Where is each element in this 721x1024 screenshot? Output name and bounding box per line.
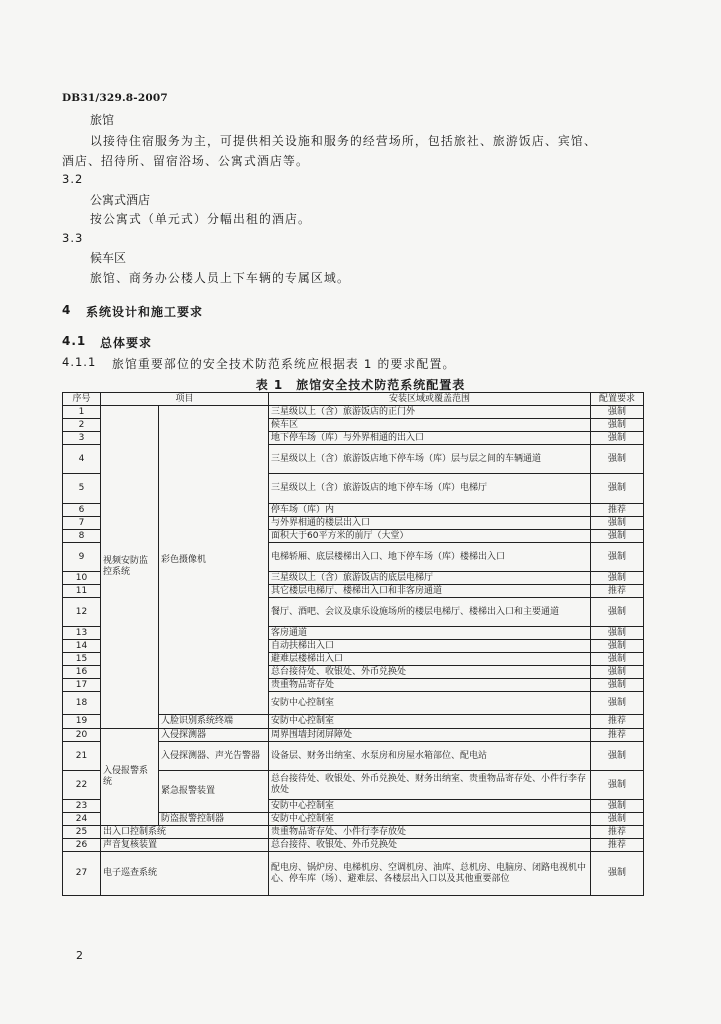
row-requirement: 强制 <box>591 653 644 666</box>
header-item: 项目 <box>101 393 269 406</box>
term-definition-hotel-line2: 酒店、招待所、留宿浴场、公寓式酒店等。 <box>62 154 309 168</box>
row-area: 三星级以上（含）旅游饭店的地下停车场（库）电梯厅 <box>269 474 591 504</box>
row-no: 23 <box>63 800 101 813</box>
clause-4-1-1-number: 4.1.1 <box>62 355 97 369</box>
term-definition-apartment-hotel: 按公寓式（单元式）分幅出租的酒店。 <box>90 212 311 226</box>
table-row <box>63 852 644 896</box>
row-area: 总台接待处、收银处、外币兑换处 <box>269 666 591 679</box>
row-area: 设备层、财务出纳室、水泵房和房屋水箱部位、配电站 <box>269 742 591 771</box>
row-area: 周界围墙封闭屏障处 <box>269 729 591 742</box>
row-requirement: 强制 <box>591 530 644 543</box>
row-no: 15 <box>63 653 101 666</box>
row-no: 19 <box>63 715 101 729</box>
row-area: 三星级以上（含）旅游饭店的正门外 <box>269 406 591 419</box>
row-area: 避难层楼梯出入口 <box>269 653 591 666</box>
config-table <box>62 392 644 896</box>
row-area: 其它楼层电梯厅、楼梯出入口和非客房通道 <box>269 585 591 598</box>
item-emergency-alarm: 紧急报警装置 <box>159 771 269 813</box>
item-color-camera: 彩色摄像机 <box>159 406 269 715</box>
row-area: 安防中心控制室 <box>269 813 591 826</box>
section-4-title: 系统设计和施工要求 <box>86 305 204 319</box>
row-area: 三星级以上（含）旅游饭店地下停车场（库）层与层之间的车辆通道 <box>269 445 591 474</box>
row-area: 三星级以上（含）旅游饭店的底层电梯厅 <box>269 572 591 585</box>
row-requirement: 强制 <box>591 517 644 530</box>
section-4-1-number: 4.1 <box>62 334 87 348</box>
row-no: 27 <box>63 852 101 896</box>
row-area: 与外界相通的楼层出入口 <box>269 517 591 530</box>
row-requirement: 强制 <box>591 598 644 627</box>
row-area: 贵重物品寄存处 <box>269 679 591 692</box>
item-electronic-patrol: 电子巡查系统 <box>101 852 269 896</box>
term-number-3-2: 3.2 <box>62 172 84 186</box>
row-requirement: 强制 <box>591 742 644 771</box>
document-code: DB31/329.8-2007 <box>62 92 168 104</box>
header-area: 安装区域或覆盖范围 <box>269 393 591 406</box>
row-requirement: 强制 <box>591 406 644 419</box>
row-no: 25 <box>63 826 101 839</box>
table-row <box>63 729 644 742</box>
row-no: 7 <box>63 517 101 530</box>
row-area: 候车区 <box>269 419 591 432</box>
header-no: 序号 <box>63 393 101 406</box>
group-intrusion-alarm: 入侵报警系统 <box>101 729 159 826</box>
row-requirement: 推荐 <box>591 585 644 598</box>
table-row <box>63 826 644 839</box>
item-theft-alarm-controller: 防盗报警控制器 <box>159 813 269 826</box>
row-requirement: 强制 <box>591 543 644 572</box>
row-requirement: 强制 <box>591 572 644 585</box>
item-detector-sound-light: 入侵探测器、声光告警器 <box>159 742 269 771</box>
row-area: 客房通道 <box>269 627 591 640</box>
row-no: 14 <box>63 640 101 653</box>
term-title-apartment-hotel: 公寓式酒店 <box>90 193 151 207</box>
row-requirement: 强制 <box>591 800 644 813</box>
row-no: 26 <box>63 839 101 852</box>
row-area: 总台接待处、收银处、外币兑换处、财务出纳室、贵重物品寄存处、小件行李存放处 <box>269 771 591 800</box>
row-requirement: 强制 <box>591 852 644 896</box>
row-no: 1 <box>63 406 101 419</box>
row-area: 安防中心控制室 <box>269 715 591 729</box>
row-no: 3 <box>63 432 101 445</box>
row-no: 20 <box>63 729 101 742</box>
row-no: 12 <box>63 598 101 627</box>
table-row <box>63 406 644 419</box>
term-definition-waiting-area: 旅馆、商务办公楼人员上下车辆的专属区域。 <box>90 271 350 285</box>
row-no: 2 <box>63 419 101 432</box>
clause-4-1-1-text: 旅馆重要部位的安全技术防范系统应根据表 1 的要求配置。 <box>112 357 456 371</box>
row-area: 总台接待、收银处、外币兑换处 <box>269 839 591 852</box>
row-requirement: 推荐 <box>591 839 644 852</box>
row-requirement: 强制 <box>591 771 644 800</box>
row-no: 24 <box>63 813 101 826</box>
row-requirement: 推荐 <box>591 504 644 517</box>
row-no: 6 <box>63 504 101 517</box>
row-area: 电梯轿厢、底层楼梯出入口、地下停车场（库）楼梯出入口 <box>269 543 591 572</box>
row-no: 4 <box>63 445 101 474</box>
row-requirement: 强制 <box>591 419 644 432</box>
row-no: 18 <box>63 692 101 715</box>
row-no: 21 <box>63 742 101 771</box>
row-area: 安防中心控制室 <box>269 800 591 813</box>
row-no: 13 <box>63 627 101 640</box>
row-area: 面积大于60平方米的前厅（大堂） <box>269 530 591 543</box>
page-number: 2 <box>76 949 83 962</box>
row-requirement: 强制 <box>591 666 644 679</box>
row-area: 配电房、锅炉房、电梯机房、空调机房、油库、总机房、电脑房、闭路电视机中心、停车库（场）、避难层、各楼层出入口以及其他重要部位 <box>269 852 591 896</box>
table-caption: 表 1 旅馆安全技术防范系统配置表 <box>255 378 466 392</box>
row-requirement: 强制 <box>591 627 644 640</box>
row-no: 9 <box>63 543 101 572</box>
term-number-3-3: 3.3 <box>62 231 84 245</box>
row-requirement: 强制 <box>591 692 644 715</box>
row-requirement: 推荐 <box>591 729 644 742</box>
item-intrusion-detector: 入侵探测器 <box>159 729 269 742</box>
item-audio-review: 声音复核装置 <box>101 839 269 852</box>
group-video-surveillance: 视频安防监控系统 <box>101 406 159 729</box>
row-requirement: 强制 <box>591 432 644 445</box>
table-header-row <box>63 393 644 406</box>
row-requirement: 强制 <box>591 445 644 474</box>
item-face-recognition: 人脸识别系统终端 <box>159 715 269 729</box>
term-title-hotel: 旅馆 <box>90 113 115 127</box>
section-4-1-title: 总体要求 <box>100 336 153 350</box>
row-requirement: 强制 <box>591 813 644 826</box>
row-no: 17 <box>63 679 101 692</box>
row-area: 自动扶梯出入口 <box>269 640 591 653</box>
header-requirement: 配置要求 <box>591 393 644 406</box>
row-area: 安防中心控制室 <box>269 692 591 715</box>
row-requirement: 推荐 <box>591 715 644 729</box>
row-area: 餐厅、酒吧、会议及康乐设施场所的楼层电梯厅、楼梯出入口和主要通道 <box>269 598 591 627</box>
row-area: 地下停车场（库）与外界相通的出入口 <box>269 432 591 445</box>
row-no: 22 <box>63 771 101 800</box>
section-4-number: 4 <box>62 303 72 317</box>
row-requirement: 强制 <box>591 474 644 504</box>
row-no: 10 <box>63 572 101 585</box>
row-area: 贵重物品寄存处、小件行李存放处 <box>269 826 591 839</box>
table-row <box>63 839 644 852</box>
row-requirement: 推荐 <box>591 826 644 839</box>
item-access-control: 出入口控制系统 <box>101 826 269 839</box>
row-requirement: 强制 <box>591 679 644 692</box>
term-title-waiting-area: 候车区 <box>90 251 127 265</box>
row-no: 8 <box>63 530 101 543</box>
row-no: 5 <box>63 474 101 504</box>
row-area: 停车场（库）内 <box>269 504 591 517</box>
term-definition-hotel-line1: 以接待住宿服务为主，可提供相关设施和服务的经营场所，包括旅社、旅游饭店、宾馆、 <box>90 134 597 148</box>
row-no: 16 <box>63 666 101 679</box>
row-no: 11 <box>63 585 101 598</box>
row-requirement: 强制 <box>591 640 644 653</box>
